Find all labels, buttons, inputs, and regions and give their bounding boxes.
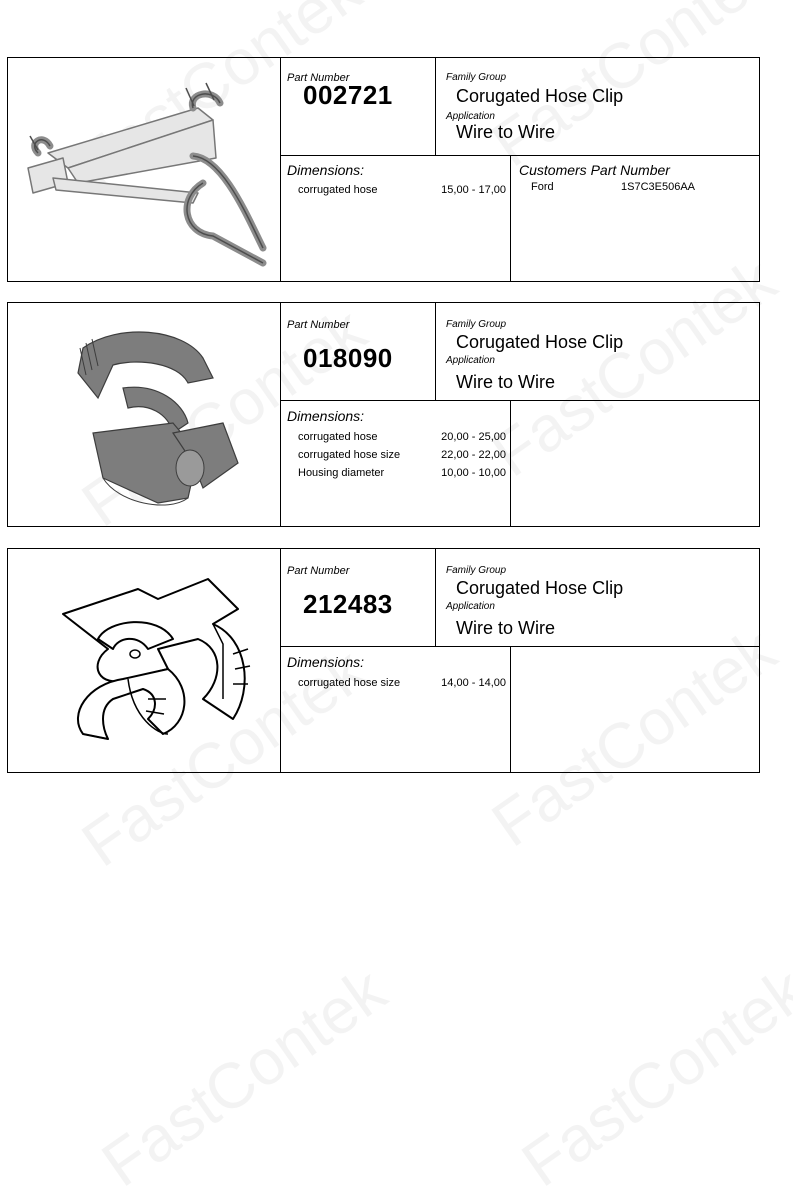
dimension-name: corrugated hose size (298, 449, 401, 461)
family-group-label: Family Group (446, 319, 507, 330)
family-group-value: Corugated Hose Clip (456, 578, 624, 598)
customer-part-number: 1S7C3E506AA (621, 181, 695, 193)
application-label: Application (446, 111, 495, 122)
dimension-value: 22,00 - 22,00 (441, 449, 506, 461)
customers-cell (511, 647, 759, 772)
application-label: Application (446, 355, 495, 366)
dimension-value: 15,00 - 17,00 (441, 184, 506, 196)
application-label: Application (446, 601, 495, 612)
family-group-value: Corugated Hose Clip (456, 86, 624, 106)
part-number: 018090 (303, 343, 393, 373)
family-group-label: Family Group (446, 565, 507, 576)
part-number-label: Part Number (287, 565, 350, 577)
dimension-name: corrugated hose (298, 431, 378, 443)
part-image (8, 303, 281, 526)
dimension-value: 14,00 - 14,00 (441, 677, 506, 689)
part-image (8, 58, 281, 281)
watermark (508, 953, 793, 1201)
dimensions-label: Dimensions: (287, 408, 365, 424)
customers-cell (511, 401, 759, 526)
family-group-value: Corugated Hose Clip (456, 332, 624, 352)
dimension-name: corrugated hose (298, 184, 378, 196)
dimensions-label: Dimensions: (287, 162, 365, 178)
watermark (88, 953, 399, 1201)
dimension-value: 10,00 - 10,00 (441, 467, 506, 479)
application-value: Wire to Wire (456, 122, 555, 142)
application-value: Wire to Wire (456, 372, 555, 392)
part-card (7, 548, 760, 773)
part-number: 212483 (303, 589, 393, 619)
customer-name: Ford (531, 181, 554, 193)
dimensions-label: Dimensions: (287, 654, 365, 670)
dimension-name: Housing diameter (298, 467, 385, 479)
family-group-label: Family Group (446, 72, 507, 83)
application-value: Wire to Wire (456, 618, 555, 638)
customers-part-number-label: Customers Part Number (519, 162, 670, 178)
part-number-label: Part Number (287, 319, 350, 331)
dimension-name: corrugated hose size (298, 677, 401, 689)
part-image (8, 549, 281, 772)
part-number: 002721 (303, 80, 393, 110)
part-card (7, 302, 760, 527)
part-card (7, 57, 760, 282)
part-number-label: Part Number (287, 72, 350, 84)
dimension-value: 20,00 - 25,00 (441, 431, 506, 443)
